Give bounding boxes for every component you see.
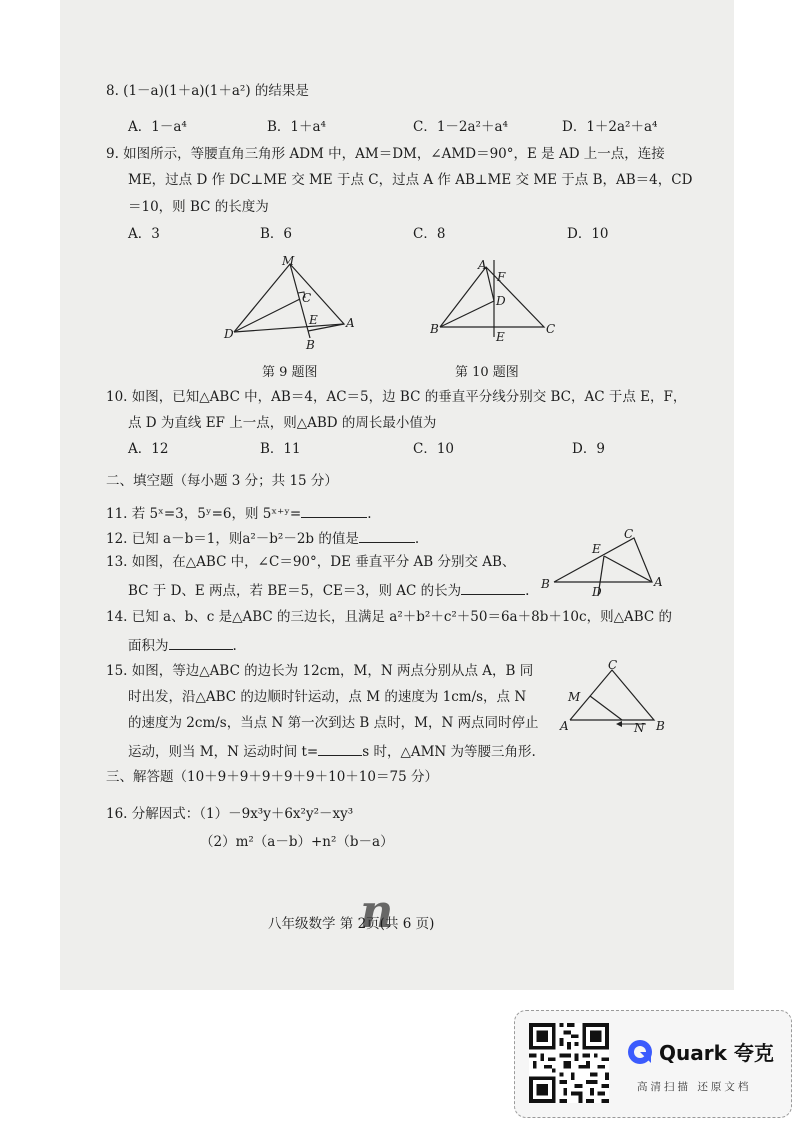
fig13-label-d: D bbox=[592, 585, 602, 598]
fig10-label-b: B bbox=[430, 322, 439, 336]
fig15-label-n: N bbox=[634, 721, 645, 735]
figure-q9 bbox=[220, 252, 360, 352]
q10-line-2: 点 D 为直线 EF 上一点，则△ABD 的周长最小值为 bbox=[128, 415, 437, 431]
q13-line-2-wrap bbox=[128, 580, 529, 600]
fig13-label-a: A bbox=[654, 575, 663, 589]
q11-text: 11. 若 5ˣ=3，5ʸ=6，则 5ˣ⁺ʸ= bbox=[106, 506, 302, 522]
fig13-label-b: B bbox=[541, 577, 550, 591]
page-footer: 八年级数学 第 2页(共 6 页) bbox=[268, 916, 435, 932]
q15-line-4 bbox=[128, 741, 536, 761]
q10-option-a: A．12 bbox=[128, 441, 169, 457]
q9-line-3: ＝10，则 BC 的长度为 bbox=[128, 199, 269, 215]
fig10-label-a: A bbox=[478, 258, 487, 272]
publisher-logo-icon: n bbox=[360, 884, 394, 938]
q10-line-1: 10. 如图，已知△ABC 中，AB＝4，AC＝5，边 BC 的垂直平分线分别交 BC，AC 于点 E，F， bbox=[106, 389, 687, 405]
qr-code-icon bbox=[529, 1023, 609, 1103]
q8-option-d: D．1＋2a²＋a⁴ bbox=[562, 119, 658, 135]
q12-after: . bbox=[414, 531, 420, 547]
section-2-title: 二、填空题（每小题 3 分；共 15 分） bbox=[106, 473, 338, 489]
q14-line-2: 面积为 bbox=[128, 638, 169, 654]
fig10-label-e: E bbox=[496, 330, 505, 344]
q15-answer-blank[interactable] bbox=[318, 741, 362, 756]
q15-line-1: 15. 如图，等边△ABC 的边长为 12cm，M，N 两点分别从点 A，B 同 bbox=[106, 663, 534, 679]
q15-line-3: 的速度为 2cm/s，当点 N 第一次到达 B 点时，M，N 两点同时停止 bbox=[128, 715, 539, 731]
scanner-subtitle: 高清扫描 还原文档 bbox=[637, 1081, 752, 1093]
q15-line-2: 时出发，沿△ABC 的边顺时针运动，点 M 的速度为 1cm/s，点 N bbox=[128, 689, 527, 705]
figure-q15 bbox=[556, 658, 674, 738]
q11-after: . bbox=[367, 506, 372, 522]
q11-answer-blank[interactable] bbox=[301, 503, 367, 518]
q10-option-c: C．10 bbox=[413, 441, 455, 457]
q9-option-c: C．8 bbox=[413, 226, 446, 242]
fig15-label-a: A bbox=[560, 719, 569, 733]
fig15-label-m: M bbox=[568, 690, 581, 704]
q9-line-1: 9. 如图所示，等腰直角三角形 ADM 中，AM＝DM，∠AMD＝90°，E 是 AD 上一点，连接 bbox=[106, 146, 665, 162]
q8-option-a: A．1－a⁴ bbox=[128, 119, 187, 135]
fig9-label-d: D bbox=[224, 327, 234, 341]
q14-line-1: 14. 已知 a、b、c 是△ABC 的三边长，且满足 a²＋b²＋c²＋50＝6a＋8b＋10c，则△ABC 的 bbox=[106, 609, 673, 625]
fig13-label-c: C bbox=[624, 527, 634, 541]
q10-option-b: B．11 bbox=[260, 441, 301, 457]
q8-stem: 8. (1－a)(1＋a)(1＋a²) 的结果是 bbox=[106, 83, 309, 99]
fig9-label-e: E bbox=[309, 313, 318, 327]
q13-after: . bbox=[525, 583, 530, 599]
q9-option-d: D．10 bbox=[567, 226, 609, 242]
scanner-brand bbox=[627, 1037, 774, 1066]
fig13-label-e: E bbox=[592, 542, 601, 556]
q14-answer-blank[interactable] bbox=[169, 635, 233, 650]
q10-option-d: D．9 bbox=[572, 441, 605, 457]
q13-line-2: BC 于 D、E 两点，若 BE＝5，CE＝3，则 AC 的长为 bbox=[128, 583, 462, 599]
section-3-title: 三、解答题（10＋9＋9＋9＋9＋9＋10＋10＝75 分） bbox=[106, 769, 438, 785]
fig9-label-a: A bbox=[346, 316, 355, 330]
q9-caption: 第 9 题图 bbox=[262, 365, 318, 380]
q9-option-a: A．3 bbox=[128, 226, 160, 242]
scanner-watermark bbox=[514, 1010, 792, 1118]
q10-caption: 第 10 题图 bbox=[455, 365, 519, 380]
figure-q13 bbox=[538, 526, 668, 598]
q9-option-b: B．6 bbox=[260, 226, 293, 242]
fig9-label-b: B bbox=[306, 338, 315, 352]
fig10-label-f: F bbox=[497, 270, 506, 284]
q12 bbox=[106, 528, 419, 548]
fig10-label-d: D bbox=[496, 294, 506, 308]
q12-text: 12. 已知 a－b＝1，则a²－b²－2b 的值是 bbox=[106, 531, 359, 547]
fig10-label-c: C bbox=[546, 322, 556, 336]
fig9-label-m: M bbox=[282, 254, 295, 268]
q16-stem: 16. 分解因式：（1）－9x³y＋6x²y²－xy³ bbox=[106, 806, 354, 822]
q14-after: . bbox=[232, 638, 237, 654]
q13-answer-blank[interactable] bbox=[461, 580, 525, 595]
q8-option-c: C．1－2a²＋a⁴ bbox=[413, 119, 508, 135]
quark-logo-icon bbox=[627, 1039, 653, 1065]
q16-part-2: （2）m²（a－b）+n²（b－a） bbox=[200, 834, 394, 850]
fig9-label-c: C bbox=[302, 291, 312, 305]
scanner-brand-name: Quark 夸克 bbox=[659, 1041, 774, 1065]
q15-line-4b: s 时，△AMN 为等腰三角形. bbox=[362, 744, 536, 760]
q15-line-4a: 运动，则当 M，N 运动时间 t= bbox=[128, 744, 319, 760]
q13-line-1: 13. 如图，在△ABC 中，∠C＝90°，DE 垂直平分 AB 分别交 AB、 bbox=[106, 554, 516, 570]
q12-answer-blank[interactable] bbox=[359, 528, 415, 543]
q8-option-b: B．1＋a⁴ bbox=[267, 119, 326, 135]
q14-line-2-wrap bbox=[128, 635, 237, 655]
q9-line-2: ME，过点 D 作 DC⊥ME 交 ME 于点 C，过点 A 作 AB⊥ME 交 ME 于点 B，AB＝4，CD bbox=[128, 172, 693, 188]
figure-q10 bbox=[430, 255, 560, 350]
q11 bbox=[106, 503, 372, 523]
fig15-label-b: B bbox=[656, 719, 665, 733]
fig15-label-c: C bbox=[608, 658, 618, 672]
